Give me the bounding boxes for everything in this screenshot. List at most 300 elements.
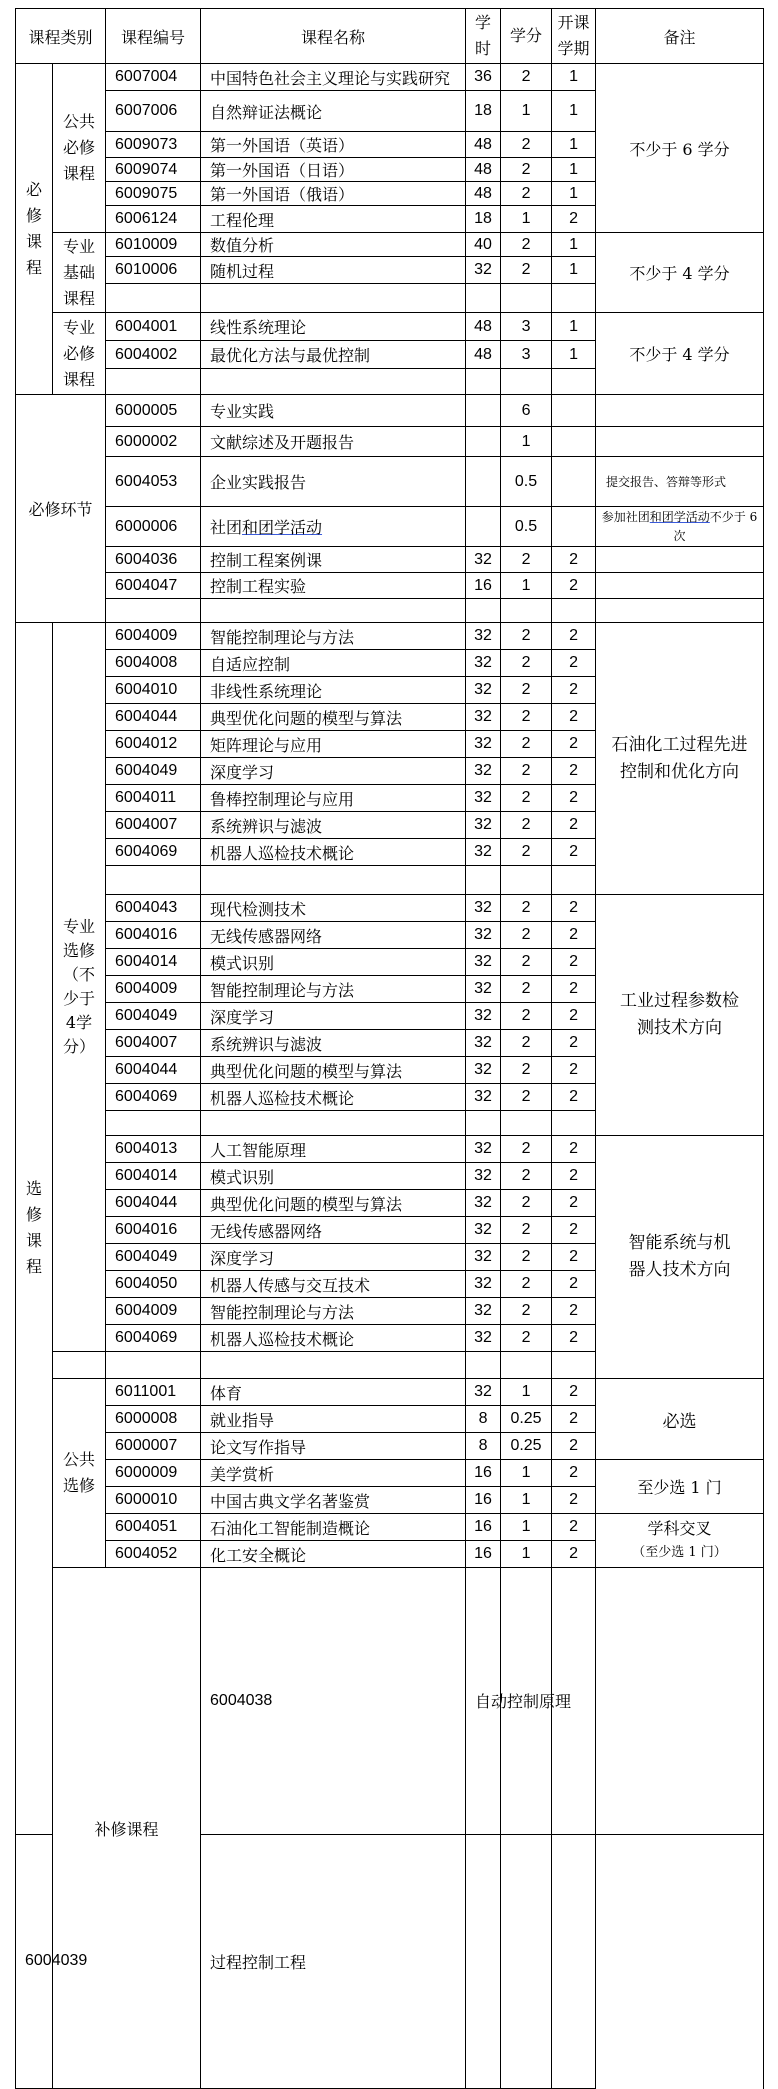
- course-hours: 32: [466, 1163, 501, 1190]
- course-hours: 32: [466, 976, 501, 1003]
- course-name: 鲁棒控制理论与应用: [201, 785, 466, 812]
- course-code: 6004069: [106, 1084, 201, 1111]
- group-elective: 选修课程: [16, 623, 53, 1835]
- course-name: 过程控制工程: [201, 1834, 466, 2088]
- course-code: 6004012: [106, 731, 201, 758]
- course-name: 中国古典文学名著鉴赏: [201, 1487, 466, 1514]
- course-hours: 32: [466, 758, 501, 785]
- group-major-required: 专业必修课程: [53, 313, 106, 395]
- course-credits: 2: [501, 949, 552, 976]
- course-hours: 48: [466, 132, 501, 158]
- course-hours: 48: [466, 182, 501, 206]
- course-code: 6004050: [106, 1271, 201, 1298]
- course-semester: [552, 395, 596, 427]
- course-code: 6007006: [106, 91, 201, 132]
- course-name: 深度学习: [201, 1244, 466, 1271]
- course-semester: 2: [552, 976, 596, 1003]
- course-credits: 1: [501, 573, 552, 599]
- table-row: [16, 313, 764, 341]
- course-hours: 16: [466, 573, 501, 599]
- course-code: 6004014: [106, 1163, 201, 1190]
- course-semester: 1: [552, 64, 596, 91]
- course-semester: 1: [552, 182, 596, 206]
- table-row: [16, 64, 764, 91]
- course-code: 6010006: [106, 257, 201, 284]
- table-row: [16, 895, 764, 922]
- course-hours: 32: [466, 623, 501, 650]
- table-row: [16, 395, 764, 427]
- table-row: [16, 507, 764, 547]
- course-credits: 2: [501, 1136, 552, 1163]
- header-semester: 开课学期: [552, 9, 596, 64]
- course-hours: 32: [466, 949, 501, 976]
- course-code: 6004043: [106, 895, 201, 922]
- course-semester: 1: [552, 132, 596, 158]
- table-row: [16, 547, 764, 573]
- course-credits: 2: [501, 1030, 552, 1057]
- course-hours: 32: [466, 1003, 501, 1030]
- course-name: 控制工程实验: [201, 573, 466, 599]
- table-row: [16, 427, 764, 457]
- course-hours: 48: [466, 341, 501, 369]
- course-hours: [466, 507, 501, 547]
- table-row: [16, 573, 764, 599]
- course-name-link[interactable]: 和团学活动: [242, 518, 323, 537]
- course-semester: 2: [552, 1244, 596, 1271]
- group-major-elective: 专业选修（不少于4学分）: [53, 623, 106, 1352]
- course-code: 6000005: [106, 395, 201, 427]
- course-credits: 2: [501, 704, 552, 731]
- course-code: 6011001: [106, 1379, 201, 1406]
- course-hours: 48: [466, 158, 501, 182]
- course-credits: 2: [501, 1271, 552, 1298]
- course-credits: 1: [501, 1541, 552, 1568]
- course-credits: 2: [501, 839, 552, 866]
- course-credits: 2: [501, 1163, 552, 1190]
- course-name: 最优化方法与最优控制: [201, 341, 466, 369]
- empty-row: [16, 599, 764, 623]
- course-code: 6004036: [106, 547, 201, 573]
- course-name: 深度学习: [201, 1003, 466, 1030]
- course-semester: [596, 1568, 764, 1835]
- course-name: 专业实践: [201, 395, 466, 427]
- group-public-elective: 公共选修: [53, 1379, 106, 1568]
- course-code: 6007004: [106, 64, 201, 91]
- course-semester: 2: [552, 1084, 596, 1111]
- course-hours: 8: [466, 1433, 501, 1460]
- note-interdisciplinary-title: 学科交叉: [647, 1518, 712, 1538]
- header-note: 备注: [596, 9, 764, 64]
- course-semester: 2: [552, 650, 596, 677]
- course-code: 6004047: [106, 573, 201, 599]
- course-code: 6004008: [106, 650, 201, 677]
- course-name: 线性系统理论: [201, 313, 466, 341]
- header-row: [16, 9, 764, 64]
- table-row: [16, 1136, 764, 1163]
- course-code: 6004069: [106, 1325, 201, 1352]
- course-name: 典型优化问题的模型与算法: [201, 704, 466, 731]
- course-semester: 2: [552, 704, 596, 731]
- course-credits: 1: [501, 1379, 552, 1406]
- course-hours: 36: [466, 64, 501, 91]
- course-code: 6004044: [106, 1057, 201, 1084]
- course-code: 6004049: [106, 1003, 201, 1030]
- course-hours: [466, 395, 501, 427]
- table-row: [16, 233, 764, 257]
- course-credits: 2: [501, 623, 552, 650]
- course-semester: 2: [552, 1433, 596, 1460]
- course-hours: 32: [466, 547, 501, 573]
- course-hours: 48: [466, 313, 501, 341]
- course-name: 系统辨识与滤波: [201, 812, 466, 839]
- course-hours: 32: [466, 922, 501, 949]
- course-semester: 2: [552, 839, 596, 866]
- course-code: 6004052: [106, 1541, 201, 1568]
- course-code: 6009075: [106, 182, 201, 206]
- course-name: 随机过程: [201, 257, 466, 284]
- course-hours: 32: [466, 1379, 501, 1406]
- course-code: 6004009: [106, 976, 201, 1003]
- note-at-least-one: 至少选 1 门: [596, 1460, 764, 1514]
- course-semester: 2: [552, 1541, 596, 1568]
- course-hours: 32: [466, 895, 501, 922]
- course-code: 6004009: [106, 1298, 201, 1325]
- note-major-basic: 不少于 4 学分: [596, 233, 764, 313]
- note-direction3: 智能系统与机器人技术方向: [596, 1136, 764, 1379]
- header-credits: 学分: [501, 9, 552, 64]
- course-credits: 2: [501, 758, 552, 785]
- course-semester: 2: [552, 922, 596, 949]
- course-credits: 2: [501, 158, 552, 182]
- course-code: 6004001: [106, 313, 201, 341]
- course-name: 深度学习: [201, 758, 466, 785]
- note-public-required: 不少于 6 学分: [596, 64, 764, 233]
- course-name: 美学赏析: [201, 1460, 466, 1487]
- course-semester: 2: [552, 1406, 596, 1433]
- course-name: 机器人巡检技术概论: [201, 1084, 466, 1111]
- course-credits: 2: [501, 132, 552, 158]
- course-name: 智能控制理论与方法: [201, 976, 466, 1003]
- course-code: 6004014: [106, 949, 201, 976]
- note-club-suffix: 不少于 6 次: [673, 509, 758, 543]
- course-code: 6004011: [106, 785, 201, 812]
- course-semester: 1: [552, 257, 596, 284]
- course-hours: 16: [466, 1487, 501, 1514]
- course-code: 6004049: [106, 1244, 201, 1271]
- course-name: 人工智能原理: [201, 1136, 466, 1163]
- course-hours: 32: [466, 1298, 501, 1325]
- course-credits: 0.5: [501, 457, 552, 507]
- course-name: 模式识别: [201, 949, 466, 976]
- note-interdisciplinary: [596, 1514, 764, 1568]
- course-semester: 2: [552, 1136, 596, 1163]
- course-code: 6006124: [106, 206, 201, 233]
- group-makeup: 补修课程: [53, 1568, 201, 2089]
- course-name: 智能控制理论与方法: [201, 1298, 466, 1325]
- table-row: [16, 1460, 764, 1487]
- course-hours: 18: [466, 206, 501, 233]
- course-credits: 2: [501, 731, 552, 758]
- course-hours: [466, 457, 501, 507]
- course-semester: 2: [552, 1030, 596, 1057]
- course-semester: 2: [552, 1379, 596, 1406]
- course-code: 6000009: [106, 1460, 201, 1487]
- course-code: 6004053: [106, 457, 201, 507]
- course-name: 机器人巡检技术概论: [201, 1325, 466, 1352]
- course-credits: 2: [501, 1190, 552, 1217]
- course-code: 6009074: [106, 158, 201, 182]
- table-row: [16, 1514, 764, 1541]
- course-hours: 16: [466, 1460, 501, 1487]
- course-semester: 1: [552, 158, 596, 182]
- course-credits: 0.25: [501, 1433, 552, 1460]
- course-credits: 2: [501, 1244, 552, 1271]
- course-semester: 2: [552, 623, 596, 650]
- course-semester: 2: [552, 895, 596, 922]
- course-name: 矩阵理论与应用: [201, 731, 466, 758]
- header-name: 课程名称: [201, 9, 466, 64]
- course-semester: 2: [552, 547, 596, 573]
- course-name: 机器人巡检技术概论: [201, 839, 466, 866]
- note-club-link[interactable]: 和团学活动: [649, 509, 710, 524]
- course-hours: 32: [466, 812, 501, 839]
- course-code: 6009073: [106, 132, 201, 158]
- course-credits: 2: [501, 677, 552, 704]
- course-hours: [466, 427, 501, 457]
- course-name: 企业实践报告: [201, 457, 466, 507]
- course-name: 数值分析: [201, 233, 466, 257]
- course-credits: 2: [501, 785, 552, 812]
- course-name: 无线传感器网络: [201, 922, 466, 949]
- table-row: [16, 1568, 764, 1835]
- course-name: 文献综述及开题报告: [201, 427, 466, 457]
- course-credits: 2: [501, 1298, 552, 1325]
- note-interdisciplinary-sub: （至少选 1 门）: [632, 1544, 727, 1560]
- course-code: 6000006: [106, 507, 201, 547]
- group-major-basic: 专业基础课程: [53, 233, 106, 313]
- course-name: 非线性系统理论: [201, 677, 466, 704]
- course-semester: 2: [552, 1460, 596, 1487]
- course-hours: 32: [466, 1217, 501, 1244]
- course-credits: 1: [501, 427, 552, 457]
- course-credits: 2: [501, 1084, 552, 1111]
- course-code: 6004002: [106, 341, 201, 369]
- course-semester: 2: [552, 812, 596, 839]
- course-semester: 2: [552, 677, 596, 704]
- course-code: 6004039: [16, 1834, 53, 2088]
- course-semester: 2: [552, 731, 596, 758]
- course-semester: 1: [552, 341, 596, 369]
- course-name: 典型优化问题的模型与算法: [201, 1190, 466, 1217]
- course-name: 就业指导: [201, 1406, 466, 1433]
- course-credits: 2: [501, 922, 552, 949]
- course-credits: 2: [501, 64, 552, 91]
- table-row: [16, 1379, 764, 1406]
- course-semester: 1: [552, 313, 596, 341]
- course-hours: 32: [466, 1271, 501, 1298]
- course-code: 6004049: [106, 758, 201, 785]
- course-name: 石油化工智能制造概论: [201, 1514, 466, 1541]
- note-club: [596, 507, 764, 547]
- course-code: 6010009: [106, 233, 201, 257]
- course-credits: 2: [501, 1217, 552, 1244]
- course-name: [201, 507, 466, 547]
- course-hours: 32: [466, 1030, 501, 1057]
- course-credits: 2: [501, 1325, 552, 1352]
- course-code: 6004016: [106, 922, 201, 949]
- course-name: 第一外国语（日语）: [201, 158, 466, 182]
- course-credits: 2: [501, 1057, 552, 1084]
- course-semester: 1: [552, 91, 596, 132]
- course-semester: 2: [552, 1217, 596, 1244]
- course-name: 第一外国语（俄语）: [201, 182, 466, 206]
- course-code: 6004044: [106, 1190, 201, 1217]
- course-name: 系统辨识与滤波: [201, 1030, 466, 1057]
- course-name: 体育: [201, 1379, 466, 1406]
- course-credits: 2: [501, 1003, 552, 1030]
- course-hours: 40: [466, 233, 501, 257]
- course-hours: 32: [466, 650, 501, 677]
- table-row: [16, 457, 764, 507]
- course-semester: [552, 457, 596, 507]
- course-credits: 2: [501, 233, 552, 257]
- course-credits: [501, 1834, 552, 2088]
- note-must-choose: 必选: [596, 1379, 764, 1460]
- course-code: 6000007: [106, 1433, 201, 1460]
- course-credits: 2: [501, 976, 552, 1003]
- table-row: [16, 623, 764, 650]
- course-name: 无线传感器网络: [201, 1217, 466, 1244]
- course-hours: 32: [466, 257, 501, 284]
- course-code: 6000010: [106, 1487, 201, 1514]
- course-hours: 32: [466, 839, 501, 866]
- note-empty: [596, 547, 764, 573]
- course-credits: 2: [501, 182, 552, 206]
- course-name: 工程伦理: [201, 206, 466, 233]
- course-credits: 1: [501, 1460, 552, 1487]
- course-credits: 2: [501, 547, 552, 573]
- course-name: 自适应控制: [201, 650, 466, 677]
- note-empty: [596, 427, 764, 457]
- course-semester: 2: [552, 1487, 596, 1514]
- course-name-prefix: 社团: [210, 518, 243, 537]
- course-code: 6004051: [106, 1514, 201, 1541]
- group-public-required: 公共必修课程: [53, 64, 106, 233]
- course-semester: 2: [552, 573, 596, 599]
- course-hours: 32: [466, 1190, 501, 1217]
- course-semester: 2: [552, 949, 596, 976]
- course-name: 自动控制原理: [466, 1568, 501, 1835]
- course-hours: 18: [466, 91, 501, 132]
- course-credits: 2: [501, 650, 552, 677]
- course-hours: 32: [466, 731, 501, 758]
- course-name: 自然辩证法概论: [201, 91, 466, 132]
- note-empty: [596, 573, 764, 599]
- course-hours: 32: [466, 1057, 501, 1084]
- header-category: 课程类别: [16, 9, 106, 64]
- course-hours: 8: [466, 1406, 501, 1433]
- course-name: 论文写作指导: [201, 1433, 466, 1460]
- course-name: 智能控制理论与方法: [201, 623, 466, 650]
- course-hours: 32: [466, 1244, 501, 1271]
- note-major-required: 不少于 4 学分: [596, 313, 764, 395]
- course-credits: 2: [501, 895, 552, 922]
- course-credits: 1: [501, 1514, 552, 1541]
- course-hours: 32: [466, 1084, 501, 1111]
- course-name: 第一外国语（英语）: [201, 132, 466, 158]
- course-name: 现代检测技术: [201, 895, 466, 922]
- course-semester: 2: [552, 785, 596, 812]
- group-required: 必修课程: [16, 64, 53, 395]
- note-enterprise-report: 提交报告、答辩等形式: [596, 457, 764, 507]
- course-semester: 2: [552, 206, 596, 233]
- course-credits: 3: [501, 341, 552, 369]
- course-hours: 32: [466, 704, 501, 731]
- course-name: 化工安全概论: [201, 1541, 466, 1568]
- course-name: 模式识别: [201, 1163, 466, 1190]
- note-direction1: 石油化工过程先进控制和优化方向: [596, 623, 764, 895]
- course-code: 6000008: [106, 1406, 201, 1433]
- course-name: 典型优化问题的模型与算法: [201, 1057, 466, 1084]
- course-hours: 32: [466, 1136, 501, 1163]
- course-credits: 1: [501, 91, 552, 132]
- course-hours: 32: [466, 677, 501, 704]
- course-name: 中国特色社会主义理论与实践研究: [201, 64, 466, 91]
- header-code: 课程编号: [106, 9, 201, 64]
- course-credits: 0.25: [501, 1406, 552, 1433]
- course-semester: 2: [552, 1003, 596, 1030]
- course-semester: 2: [552, 1271, 596, 1298]
- group-required-links: 必修环节: [16, 395, 106, 623]
- course-semester: 2: [552, 758, 596, 785]
- course-semester: 2: [552, 1190, 596, 1217]
- course-credits: 0.5: [501, 507, 552, 547]
- course-code: 6004069: [106, 839, 201, 866]
- course-credits: 2: [501, 812, 552, 839]
- course-code: 6004007: [106, 812, 201, 839]
- note-direction2: 工业过程参数检测技术方向: [596, 895, 764, 1136]
- course-semester: [552, 507, 596, 547]
- course-semester: 2: [552, 1514, 596, 1541]
- course-code: 6004007: [106, 1030, 201, 1057]
- course-credits: 2: [501, 257, 552, 284]
- course-name: 机器人传感与交互技术: [201, 1271, 466, 1298]
- course-semester: 2: [552, 1325, 596, 1352]
- course-code: 6004038: [201, 1568, 466, 1835]
- course-hours: 32: [466, 785, 501, 812]
- course-credits: 1: [501, 206, 552, 233]
- note-club-prefix: 参加社团: [601, 509, 650, 524]
- course-code: 6004044: [106, 704, 201, 731]
- course-hours: [466, 1834, 501, 2088]
- course-credits: 6: [501, 395, 552, 427]
- course-semester: 1: [552, 233, 596, 257]
- course-hours: 16: [466, 1514, 501, 1541]
- course-code: 6000002: [106, 427, 201, 457]
- course-code: 6004016: [106, 1217, 201, 1244]
- note-empty: [596, 395, 764, 427]
- course-credits: 3: [501, 313, 552, 341]
- curriculum-table: [15, 8, 764, 2089]
- course-hours: 32: [466, 1325, 501, 1352]
- course-semester: [552, 1834, 596, 2088]
- course-code: 6004010: [106, 677, 201, 704]
- course-hours: 16: [466, 1541, 501, 1568]
- course-code: 6004013: [106, 1136, 201, 1163]
- header-hours: 学时: [466, 9, 501, 64]
- course-code: 6004009: [106, 623, 201, 650]
- course-semester: 2: [552, 1057, 596, 1084]
